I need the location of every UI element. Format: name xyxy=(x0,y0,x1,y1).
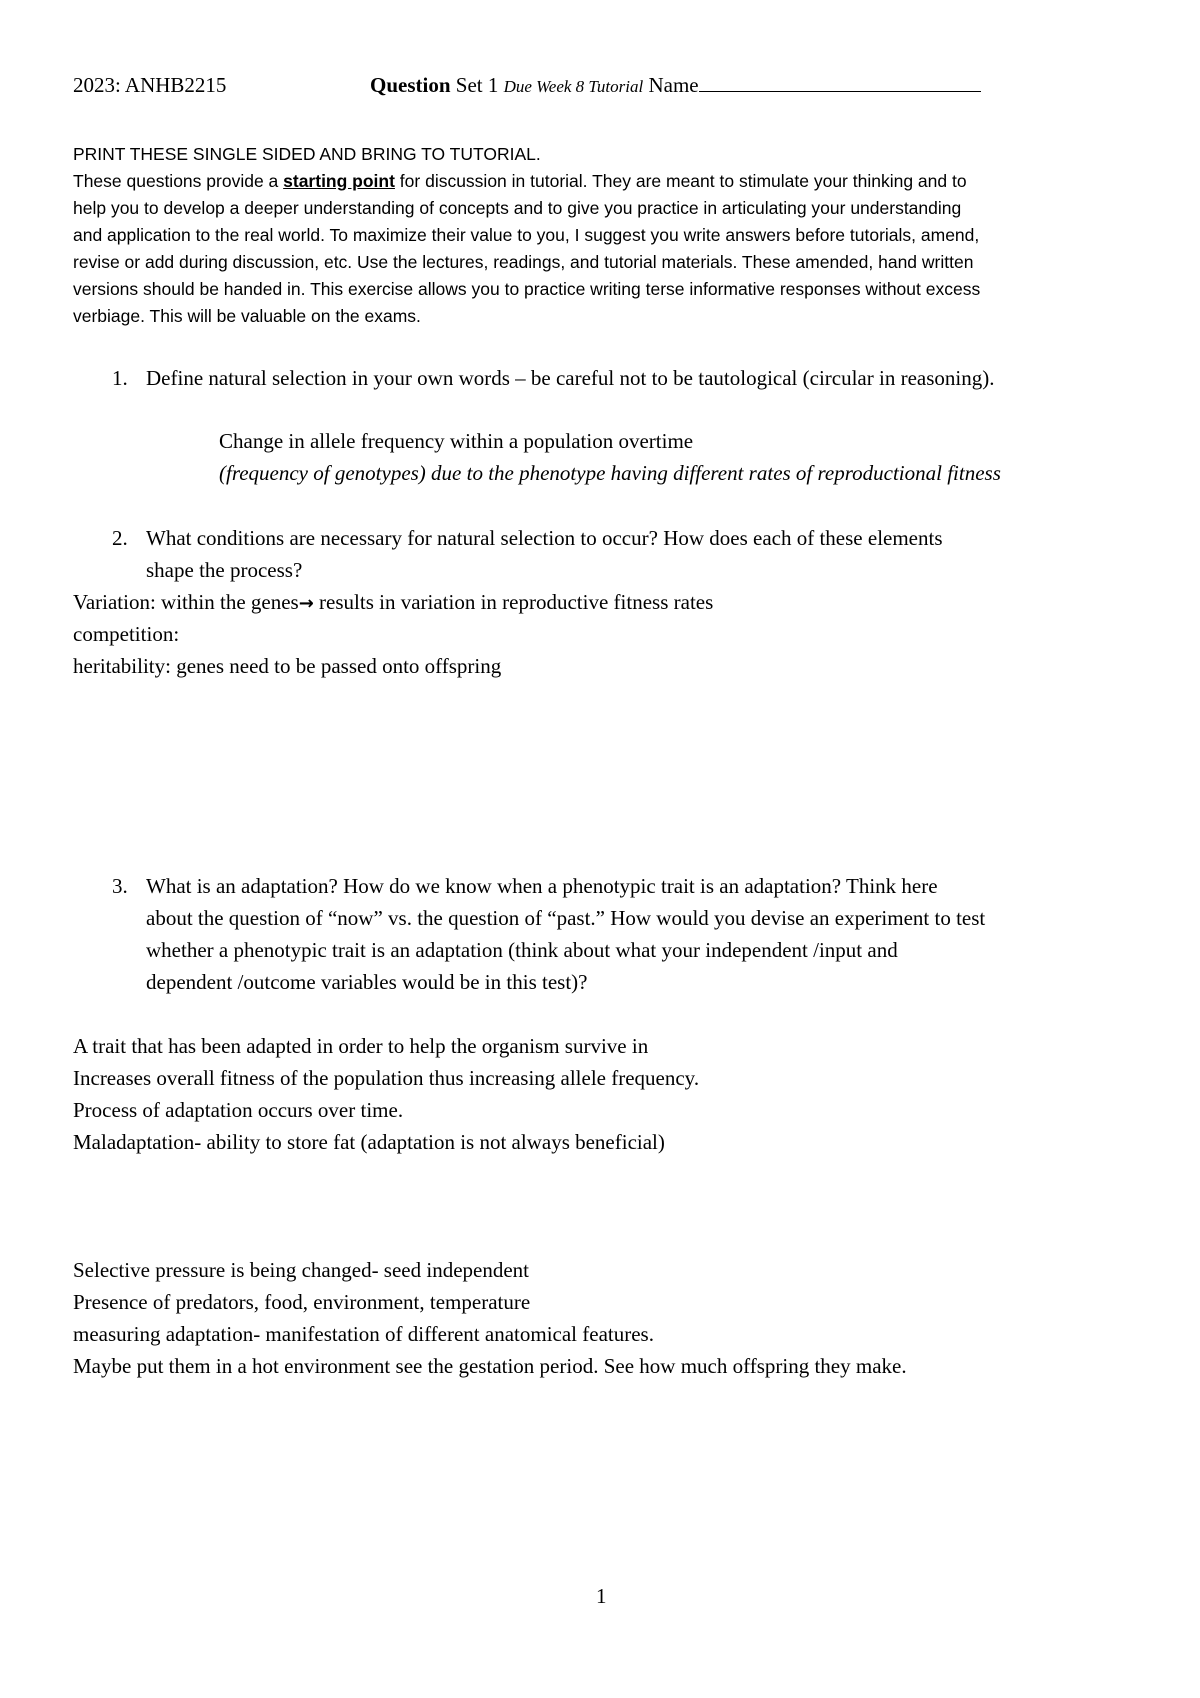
question-text-line-1: What is an adaptation? How do we know when a phenotypic trait is an adaptation? Think here xyxy=(146,874,938,898)
question-set-title xyxy=(370,73,981,98)
starting-point-emphasis: starting point xyxy=(283,171,395,191)
instructions-block xyxy=(73,141,980,330)
name-label: Name xyxy=(643,73,699,97)
question-text-line-1: What conditions are necessary for natural selection to occur? How does each of these elements xyxy=(146,526,943,550)
instructions-line-3: and application to the real world. To maximize their value to you, I suggest you write answers before tutorials, amend, xyxy=(73,225,980,245)
answer-2-line-1 xyxy=(73,586,713,620)
answer-3-line-8: Maybe put them in a hot environment see the gestation period. See how much offspring they make. xyxy=(73,1354,907,1378)
instructions-line-1-pre: These questions provide a xyxy=(73,171,284,191)
question-number: 1. xyxy=(112,366,128,390)
question-text-line-2: about the question of “now” vs. the question of “past.” How would you devise an experiment to test xyxy=(146,906,986,930)
answer-3-line-1: A trait that has been adapted in order to help the organism survive in xyxy=(73,1034,649,1058)
due-label: Due Week 8 Tutorial xyxy=(503,77,644,96)
answer-3-line-2: Increases overall fitness of the population thus increasing allele frequency. xyxy=(73,1066,700,1090)
variation-result: results in variation in reproductive fitness rates xyxy=(313,590,714,614)
answer-1-line-1: Change in allele frequency within a population overtime xyxy=(219,429,694,453)
instructions-line-1-post: for discussion in tutorial. They are meant to stimulate your thinking and to xyxy=(394,171,967,191)
answer-3-line-3: Process of adaptation occurs over time. xyxy=(73,1098,404,1122)
set-label: Set 1 xyxy=(450,73,504,97)
answer-1-line-2: (frequency of genotypes) due to the phenotype having different rates of reproductional fitness xyxy=(219,461,1001,485)
right-arrow-icon: → xyxy=(298,593,314,614)
course-code: 2023: ANHB2215 xyxy=(73,73,227,97)
instructions-line-4: revise or add during discussion, etc. Use the lectures, readings, and tutorial materials. These amended, hand written xyxy=(73,252,974,272)
answer-3-line-6: Presence of predators, food, environment, temperature xyxy=(73,1290,531,1314)
question-text-line-2: shape the process? xyxy=(146,558,303,582)
answer-2-line-3: heritability: genes need to be passed onto offspring xyxy=(73,654,502,678)
answer-2-line-2: competition: xyxy=(73,622,180,646)
instructions-heading: PRINT THESE SINGLE SIDED AND BRING TO TUTORIAL. xyxy=(73,144,541,164)
answer-3-line-4: Maladaptation- ability to store fat (adaptation is not always beneficial) xyxy=(73,1130,665,1154)
question-text-line-4: dependent /outcome variables would be in this test)? xyxy=(146,970,588,994)
instructions-line-5: versions should be handed in. This exercise allows you to practice writing terse informative responses without excess xyxy=(73,279,981,299)
page-number: 1 xyxy=(596,1584,607,1608)
answer-3-line-7: measuring adaptation- manifestation of different anatomical features. xyxy=(73,1322,654,1346)
variation-label: Variation: within the genes xyxy=(73,590,299,614)
question-word: Question xyxy=(370,73,451,97)
question-text: Define natural selection in your own words – be careful not to be tautological (circular in reasoning). xyxy=(146,366,995,390)
name-blank-line xyxy=(699,73,981,92)
instructions-line-2: help you to develop a deeper understanding of concepts and to give you practice in articulating your understanding xyxy=(73,198,962,218)
question-number: 3. xyxy=(112,874,128,898)
instructions-line-6: verbiage. This will be valuable on the exams. xyxy=(73,306,421,326)
question-number: 2. xyxy=(112,526,128,550)
instructions-line-1 xyxy=(73,168,980,195)
answer-3-line-5: Selective pressure is being changed- seed independent xyxy=(73,1258,530,1282)
question-text-line-3: whether a phenotypic trait is an adaptation (think about what your independent /input and xyxy=(146,938,898,962)
